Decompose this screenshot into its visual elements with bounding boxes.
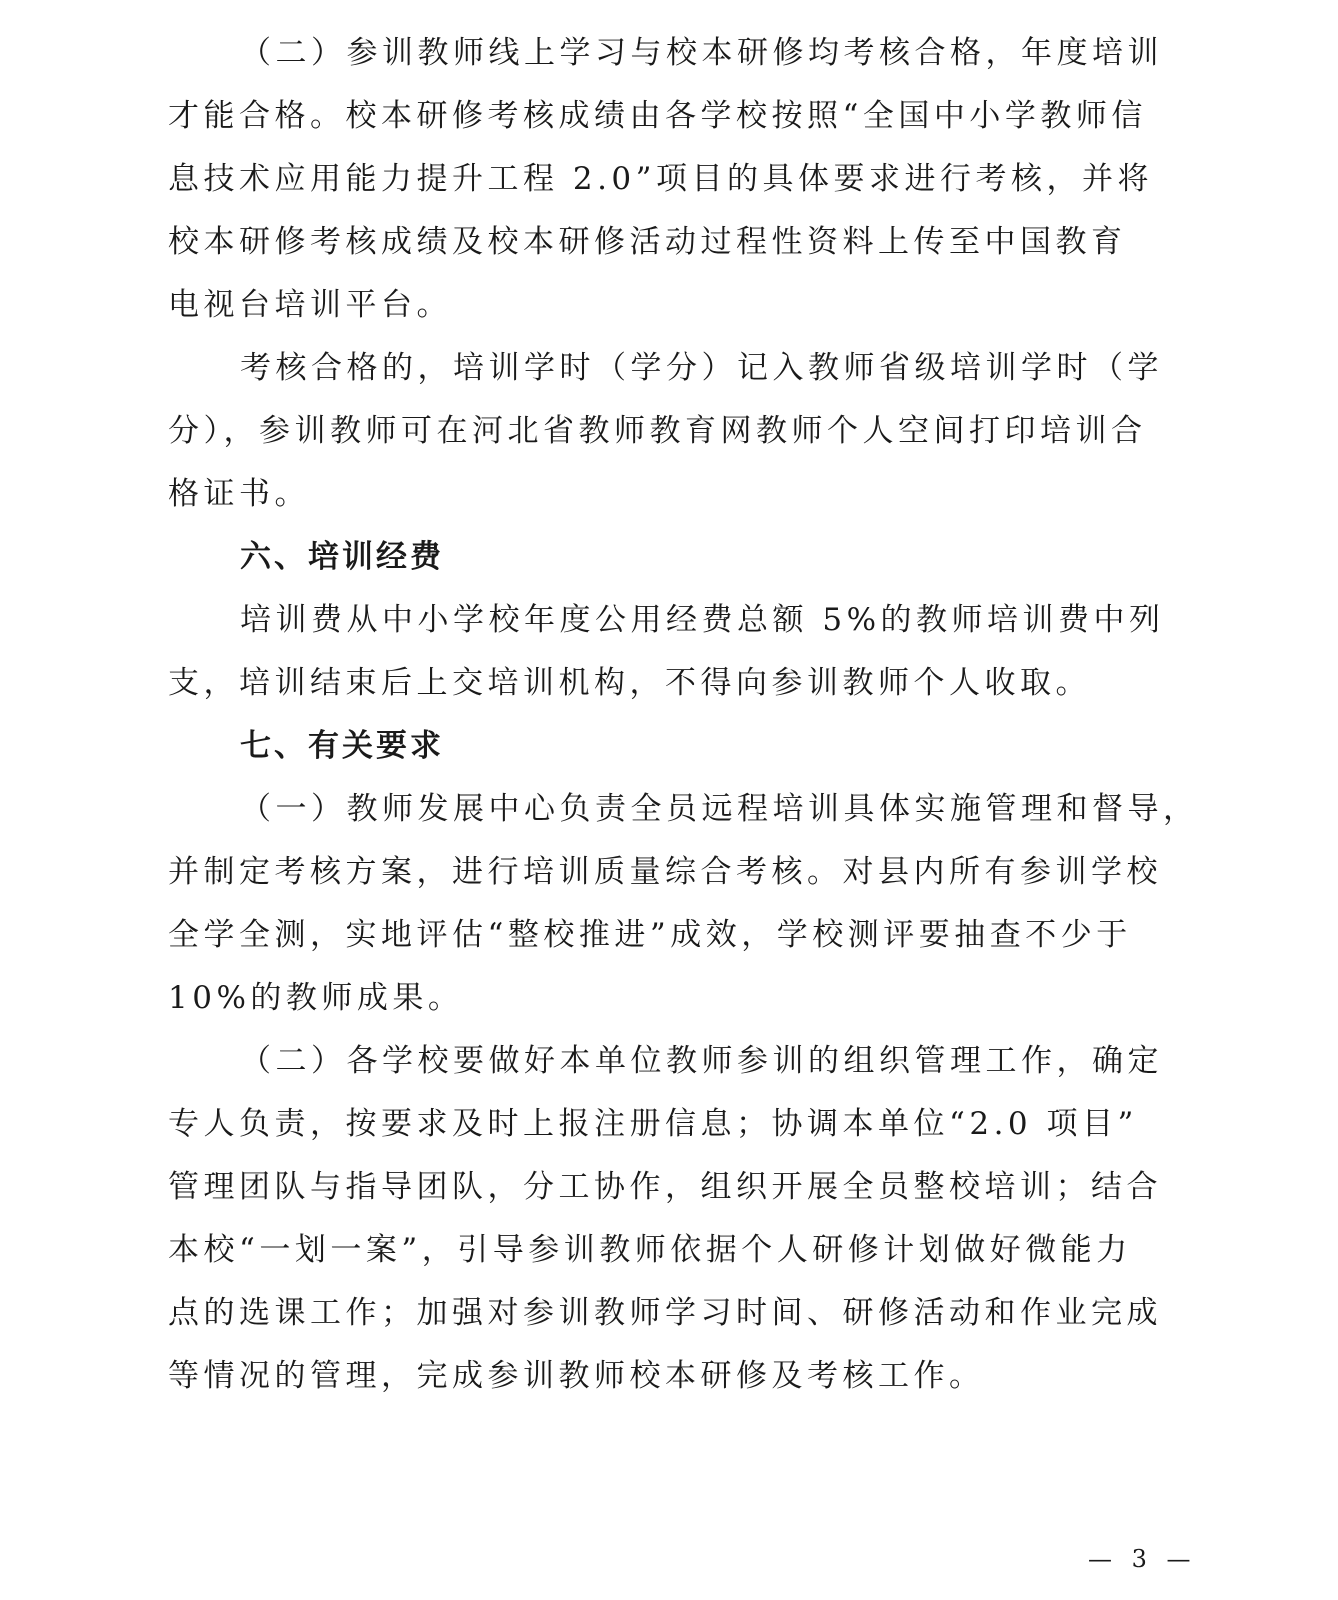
text-line: 息技术应用能力提升工程 2.0”项目的具体要求进行考核，并将: [168, 161, 1153, 197]
text-line: 专人负责，按要求及时上报注册信息；协调本单位“2.0 项目”: [168, 1106, 1138, 1142]
text-line: （一）教师发展中心负责全员远程培训具体实施管理和督导，: [240, 791, 1199, 827]
section-heading-requirements: 七、有关要求: [240, 728, 444, 764]
text-line: 本校“一划一案”，引导参训教师依据个人研修计划做好微能力: [168, 1232, 1132, 1268]
text-line: 支，培训结束后上交培训机构，不得向参训教师个人收取。: [168, 665, 1091, 701]
page-number: — 3 —: [1088, 1545, 1197, 1573]
text-line: 10%的教师成果。: [168, 980, 464, 1016]
text-line: 点的选课工作；加强对参训教师学习时间、研修活动和作业完成: [168, 1295, 1162, 1331]
text-line: 才能合格。校本研修考核成绩由各学校按照“全国中小学教师信: [168, 98, 1147, 134]
text-line: 校本研修考核成绩及校本研修活动过程性资料上传至中国教育: [168, 224, 1127, 260]
text-line: 并制定考核方案，进行培训质量综合考核。对县内所有参训学校: [168, 854, 1162, 890]
text-line: 管理团队与指导团队，分工协作，组织开展全员整校培训；结合: [168, 1169, 1162, 1205]
text-line: 考核合格的，培训学时（学分）记入教师省级培训学时（学: [240, 350, 1163, 386]
text-line: （二）各学校要做好本单位教师参训的组织管理工作，确定: [240, 1043, 1163, 1079]
text-line: 全学全测，实地评估“整校推进”成效，学校测评要抽查不少于: [168, 917, 1132, 953]
text-line: （二）参训教师线上学习与校本研修均考核合格，年度培训: [240, 35, 1163, 71]
section-heading-funding: 六、培训经费: [240, 539, 444, 575]
text-line: 分），参训教师可在河北省教师教育网教师个人空间打印培训合: [168, 413, 1147, 449]
text-line: 电视台培训平台。: [168, 287, 452, 323]
text-line: 培训费从中小学校年度公用经费总额 5%的教师培训费中列: [240, 602, 1165, 638]
text-line: 等情况的管理，完成参训教师校本研修及考核工作。: [168, 1358, 985, 1394]
text-line: 格证书。: [168, 476, 310, 512]
